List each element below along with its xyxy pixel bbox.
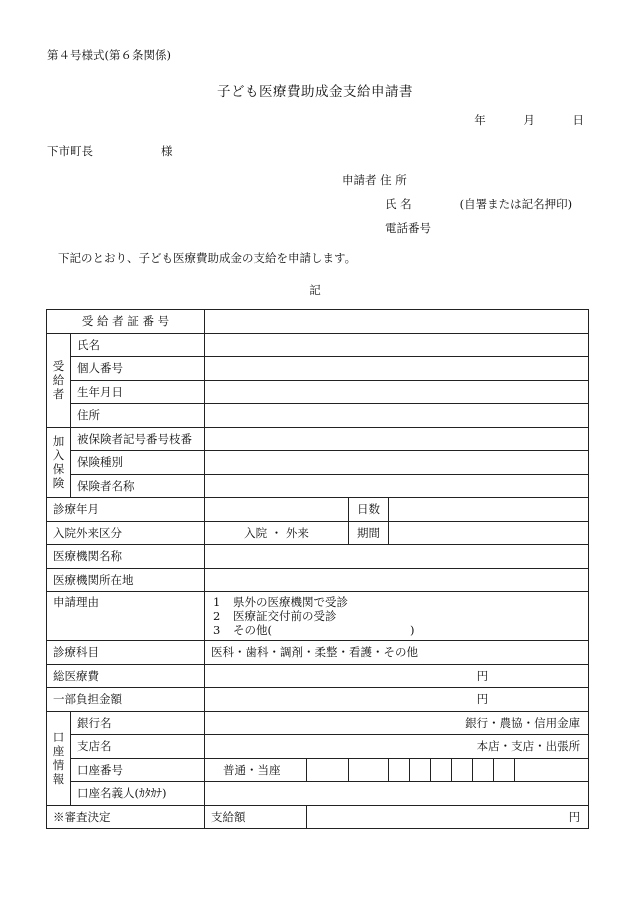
institution-location-field[interactable] xyxy=(205,568,589,592)
recipient-address-label: 住所 xyxy=(71,404,205,428)
insurance-type-label: 保険種別 xyxy=(71,451,205,475)
table-row xyxy=(47,592,589,641)
table-row xyxy=(47,521,589,545)
account-digit-2[interactable] xyxy=(349,758,389,782)
recipient-address-field[interactable] xyxy=(205,404,589,428)
date-day-label: 日 xyxy=(572,113,584,127)
addressee xyxy=(47,143,173,159)
total-cost-label: 総医療費 xyxy=(47,664,205,688)
treatment-month-label: 診療年月 xyxy=(47,498,205,522)
table-row xyxy=(47,782,589,806)
applicant-name-line xyxy=(385,196,572,212)
recipient-name-label: 氏名 xyxy=(71,333,205,357)
period-field[interactable] xyxy=(389,521,589,545)
insured-number-label: 被保険者記号番号枝番 xyxy=(71,427,205,451)
date-line xyxy=(454,112,584,128)
payment-field[interactable]: 円 xyxy=(307,805,589,829)
account-number-label: 口座番号 xyxy=(71,758,205,782)
table-row xyxy=(47,380,589,404)
institution-name-label: 医療機関名称 xyxy=(47,545,205,569)
table-row xyxy=(47,498,589,522)
copay-label: 一部負担金額 xyxy=(47,688,205,712)
document-title: 子ども医療費助成金支給申請書 xyxy=(217,84,413,100)
days-label: 日数 xyxy=(349,498,389,522)
table-row xyxy=(47,711,589,735)
table-row xyxy=(47,805,589,829)
account-digit-5[interactable] xyxy=(431,758,452,782)
insurance-type-field[interactable] xyxy=(205,451,589,475)
copay-field[interactable]: 円 xyxy=(205,688,589,712)
application-table xyxy=(46,309,589,829)
days-field[interactable] xyxy=(389,498,589,522)
period-label: 期間 xyxy=(349,521,389,545)
intro-text: 下記のとおり、子ども医療費助成金の支給を申請します。 xyxy=(58,251,357,265)
branch-label: 支店名 xyxy=(71,735,205,759)
table-row xyxy=(47,451,589,475)
review-label: ※審査決定 xyxy=(47,805,205,829)
recipient-cert-no-field[interactable] xyxy=(205,310,589,334)
table-row xyxy=(47,333,589,357)
insured-number-field[interactable] xyxy=(205,427,589,451)
recipient-name-field[interactable] xyxy=(205,333,589,357)
account-group-label: 口座情報 xyxy=(47,711,71,805)
total-cost-field[interactable]: 円 xyxy=(205,664,589,688)
department-options[interactable]: 医科・歯科・調剤・柔整・看護・その他 xyxy=(205,641,589,665)
table-row xyxy=(47,568,589,592)
reason-option[interactable]: 2 医療証交付前の受診 xyxy=(213,609,337,623)
recipient-id-label: 個人番号 xyxy=(71,357,205,381)
table-row xyxy=(47,641,589,665)
recipient-birthdate-label: 生年月日 xyxy=(71,380,205,404)
bank-label: 銀行名 xyxy=(71,711,205,735)
account-digit-1[interactable] xyxy=(307,758,349,782)
applicant-name-label: 氏 名 xyxy=(385,197,412,211)
insurance-group-label: 加入保険 xyxy=(47,427,71,498)
date-month-label: 月 xyxy=(523,113,535,127)
recipient-group-label: 受給者 xyxy=(47,333,71,427)
account-digit-4[interactable] xyxy=(410,758,431,782)
recipient-cert-no-label: 受 給 者 証 番 号 xyxy=(47,310,205,334)
applicant-phone-label: 電話番号 xyxy=(385,221,431,235)
account-holder-field[interactable] xyxy=(205,782,589,806)
inout-label: 入院外来区分 xyxy=(47,521,205,545)
treatment-month-field[interactable] xyxy=(205,498,349,522)
table-row xyxy=(47,357,589,381)
inout-choice[interactable]: 入院 ・ 外来 xyxy=(205,521,349,545)
account-digit-3[interactable] xyxy=(389,758,410,782)
account-number-tail[interactable] xyxy=(515,758,589,782)
signature-note: (自署または記名押印) xyxy=(459,197,573,211)
department-label: 診療科目 xyxy=(47,641,205,665)
account-digit-6[interactable] xyxy=(452,758,473,782)
payment-label: 支給額 xyxy=(205,805,307,829)
recipient-birthdate-field[interactable] xyxy=(205,380,589,404)
table-row xyxy=(47,404,589,428)
date-year-label: 年 xyxy=(474,113,486,127)
institution-name-field[interactable] xyxy=(205,545,589,569)
table-row xyxy=(47,427,589,451)
table-row xyxy=(47,474,589,498)
applicant-address-label: 申請者 住 所 xyxy=(342,173,407,187)
institution-location-label: 医療機関所在地 xyxy=(47,568,205,592)
table-row xyxy=(47,758,589,782)
account-digit-8[interactable] xyxy=(494,758,515,782)
ki-heading: 記 xyxy=(309,283,321,297)
table-row xyxy=(47,688,589,712)
recipient-id-field[interactable] xyxy=(205,357,589,381)
account-digit-7[interactable] xyxy=(473,758,494,782)
insurer-name-label: 保険者名称 xyxy=(71,474,205,498)
table-row xyxy=(47,664,589,688)
insurer-name-field[interactable] xyxy=(205,474,589,498)
account-type-choice[interactable]: 普通・当座 xyxy=(205,758,307,782)
reason-options[interactable] xyxy=(205,592,589,641)
reason-label: 申請理由 xyxy=(47,592,205,641)
account-holder-label: 口座名義人(ｶﾀｶﾅ) xyxy=(71,782,205,806)
addressee-suffix: 様 xyxy=(161,144,173,158)
table-row xyxy=(47,735,589,759)
branch-field[interactable]: 本店・支店・出張所 xyxy=(205,735,589,759)
addressee-name: 下市町長 xyxy=(47,144,93,158)
form-number: 第４号様式(第６条関係) xyxy=(47,48,171,62)
table-row xyxy=(47,310,589,334)
reason-option[interactable]: 3 その他( ) xyxy=(213,623,415,637)
reason-option[interactable]: 1 県外の医療機関で受診 xyxy=(213,595,348,609)
bank-field[interactable]: 銀行・農協・信用金庫 xyxy=(205,711,589,735)
table-row xyxy=(47,545,589,569)
